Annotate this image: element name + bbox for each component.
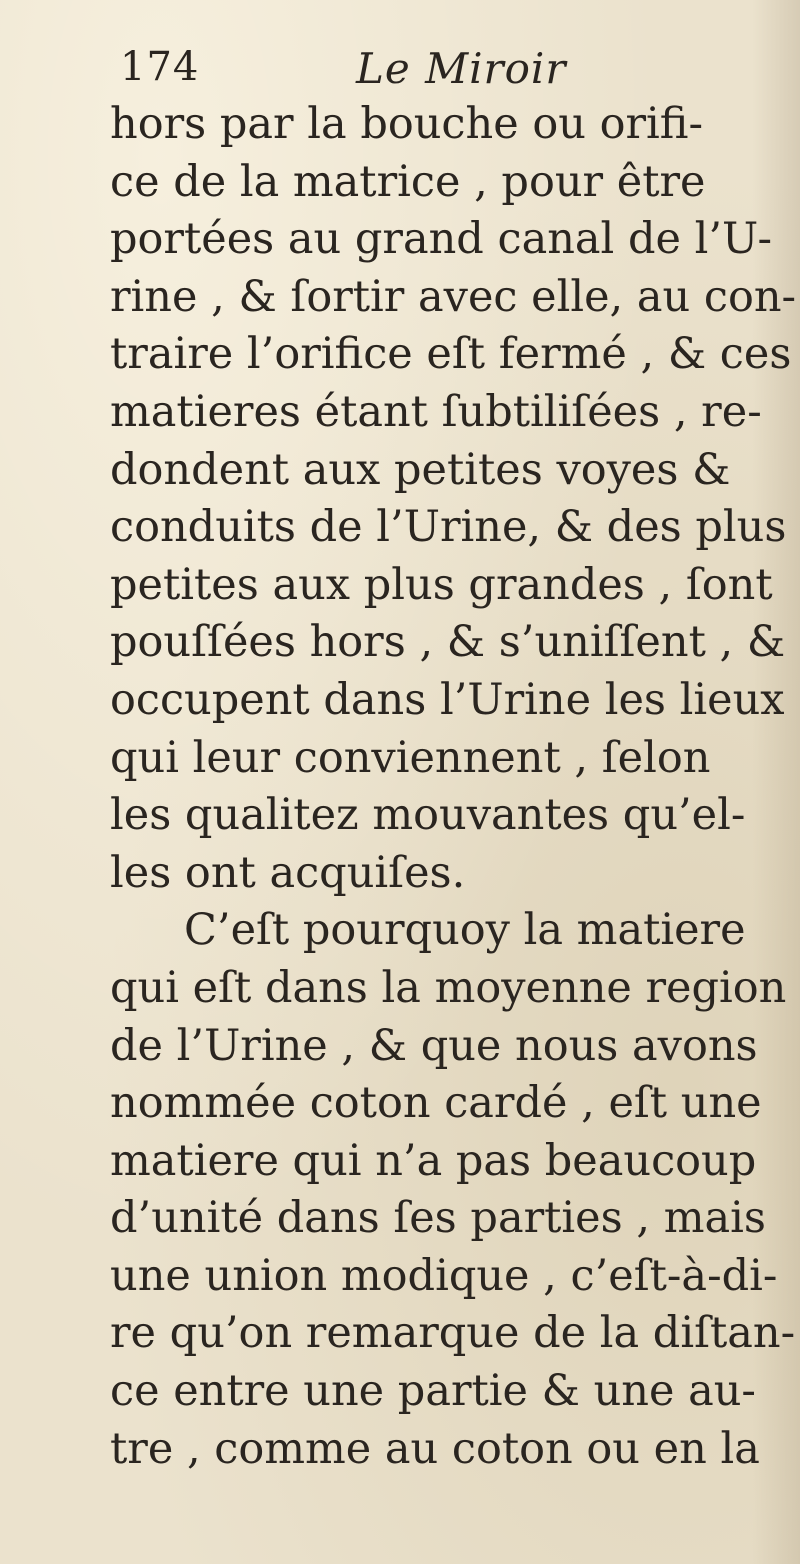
text-line: rine , & ſortir avec elle, au con- <box>110 271 797 322</box>
page-header <box>120 44 760 100</box>
text-line: hors par la bouche ou orifi- <box>110 99 703 149</box>
text-line: les ont acquiſes. <box>110 847 466 898</box>
text-line: pouſſées hors , & s’uniſſent , & <box>110 617 786 668</box>
text-line: conduits de l’Urine, & des plus <box>110 502 787 553</box>
text-line: qui eſt dans la moyenne region <box>110 962 787 1013</box>
text-line: traire l’orifice eſt fermé , & ces <box>110 329 792 380</box>
text-line: portées au grand canal de l’U- <box>110 214 773 265</box>
text-line: de l’Urine , & que nous avons <box>110 1020 758 1071</box>
page-number: 174 <box>120 44 200 90</box>
text-line: qui leur conviennent , ſelon <box>110 732 711 783</box>
text-line: re qu’on remarque de la diſtan- <box>110 1308 796 1359</box>
body-text <box>110 96 797 1478</box>
text-line: d’unité dans ſes parties , mais <box>110 1193 766 1244</box>
text-line: tre , comme au coton ou en la <box>110 1423 760 1474</box>
paragraph-first-line: C’eſt pourquoy la matiere <box>184 905 746 956</box>
text-line: petites aux plus grandes , ſont <box>110 559 773 610</box>
text-line: les qualitez mouvantes qu’el- <box>110 790 746 841</box>
text-line: une union modique , c’eſt-à-di- <box>110 1250 778 1301</box>
text-line: dondent aux petites voyes & <box>110 444 731 495</box>
running-title: Le Miroir <box>356 44 567 93</box>
text-line: matiere qui n’a pas beaucoup <box>110 1135 757 1186</box>
text-line: ce de la matrice , pour être <box>110 156 706 207</box>
text-line: occupent dans l’Urine les lieux <box>110 674 785 725</box>
text-line: ce entre une partie & une au- <box>110 1366 756 1417</box>
text-line: nommée coton cardé , eſt une <box>110 1078 762 1129</box>
text-line: matieres étant ſubtiliſées , re- <box>110 386 762 437</box>
